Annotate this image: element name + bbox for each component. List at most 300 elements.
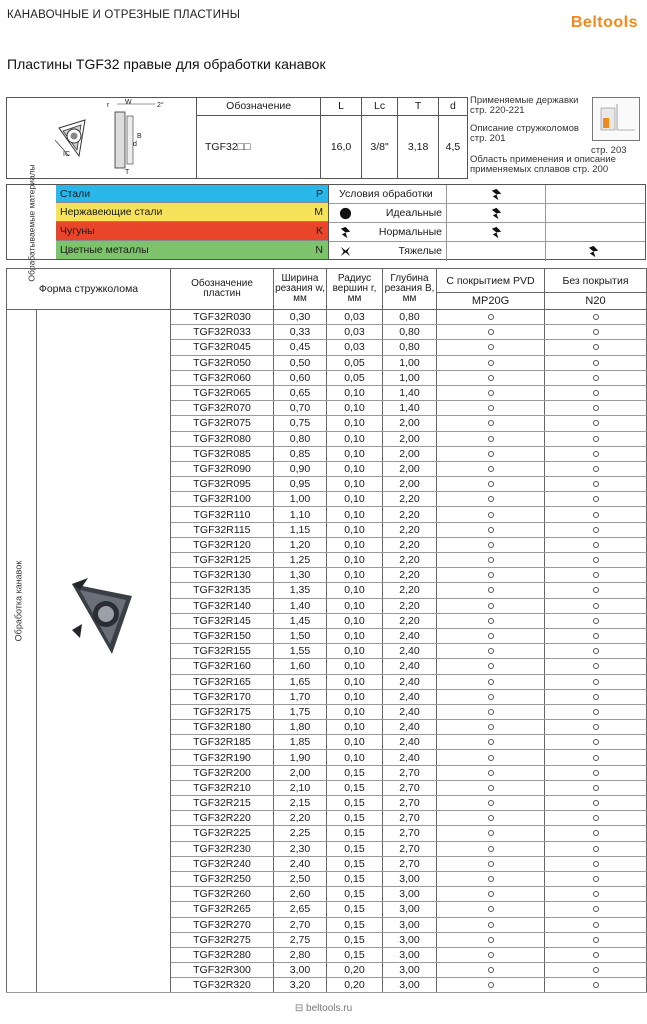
width-cell: 1,55 — [274, 644, 327, 659]
availability-circle-icon — [593, 739, 599, 745]
mp20g-availability — [437, 720, 545, 735]
availability-circle-icon — [488, 496, 494, 502]
mp20g-availability — [437, 841, 545, 856]
n20-availability — [545, 841, 647, 856]
n20-availability — [545, 492, 647, 507]
designation-cell: TGF32R220 — [171, 811, 274, 826]
depth-cell: 0,80 — [383, 325, 437, 340]
depth-cell: 2,40 — [383, 750, 437, 765]
width-cell: 1,60 — [274, 659, 327, 674]
depth-cell: 1,00 — [383, 370, 437, 385]
col-nocoat: Без покрытия — [545, 269, 647, 293]
mp20g-availability — [437, 446, 545, 461]
availability-circle-icon — [593, 527, 599, 533]
availability-circle-icon — [488, 679, 494, 685]
radius-cell: 0,10 — [327, 537, 383, 552]
radius-cell: 0,15 — [327, 765, 383, 780]
depth-cell: 2,20 — [383, 492, 437, 507]
availability-circle-icon — [488, 724, 494, 730]
availability-circle-icon — [593, 770, 599, 776]
availability-circle-icon — [488, 360, 494, 366]
depth-cell: 2,40 — [383, 644, 437, 659]
mp20g-availability — [437, 963, 545, 978]
n20-availability — [545, 856, 647, 871]
availability-circle-icon — [593, 906, 599, 912]
width-cell: 1,25 — [274, 553, 327, 568]
radius-cell: 0,10 — [327, 720, 383, 735]
availability-circle-icon — [593, 967, 599, 973]
radius-cell: 0,10 — [327, 628, 383, 643]
conditions-header: Условия обработки — [329, 185, 645, 204]
footer-site: ⊟ beltools.ru — [294, 1003, 353, 1014]
material-cast-iron: Чугуны K — [56, 222, 328, 241]
drawing-label-r: r — [107, 102, 110, 109]
availability-circle-icon — [488, 390, 494, 396]
spec-col-l: L — [321, 98, 362, 115]
drawing-label-2deg: 2° — [157, 102, 164, 109]
depth-cell: 3,00 — [383, 917, 437, 932]
mp20g-availability — [437, 659, 545, 674]
width-cell: 1,70 — [274, 689, 327, 704]
n20-availability — [545, 796, 647, 811]
width-cell: 2,00 — [274, 765, 327, 780]
depth-cell: 3,00 — [383, 963, 437, 978]
depth-cell: 2,20 — [383, 507, 437, 522]
designation-cell: TGF32R065 — [171, 385, 274, 400]
availability-circle-icon — [593, 466, 599, 472]
mp20g-availability — [437, 811, 545, 826]
depth-cell: 2,70 — [383, 826, 437, 841]
radius-cell: 0,03 — [327, 340, 383, 355]
designation-cell: TGF32R165 — [171, 674, 274, 689]
mp20g-availability — [437, 796, 545, 811]
mp20g-availability — [437, 887, 545, 902]
width-cell: 2,10 — [274, 780, 327, 795]
condition-heavy: Тяжелые — [329, 242, 645, 261]
width-cell: 0,60 — [274, 370, 327, 385]
col-grade-n20: N20 — [545, 293, 647, 310]
spec-val-d: 4,5 — [438, 115, 467, 178]
designation-cell: TGF32R033 — [171, 325, 274, 340]
radius-cell: 0,10 — [327, 644, 383, 659]
mp20g-availability — [437, 674, 545, 689]
width-cell: 0,45 — [274, 340, 327, 355]
normal-condition-icon — [339, 226, 352, 239]
designation-cell: TGF32R110 — [171, 507, 274, 522]
spec-col-lc: Lc — [361, 98, 398, 115]
n20-availability — [545, 659, 647, 674]
depth-cell: 1,40 — [383, 385, 437, 400]
spec-val-lc: 3/8" — [361, 115, 398, 178]
availability-circle-icon — [488, 557, 494, 563]
availability-circle-icon — [593, 314, 599, 320]
width-cell: 3,20 — [274, 978, 327, 993]
width-cell: 1,20 — [274, 537, 327, 552]
availability-circle-icon — [593, 694, 599, 700]
n20-availability — [545, 750, 647, 765]
availability-circle-icon — [488, 815, 494, 821]
depth-cell: 2,40 — [383, 735, 437, 750]
col-depth: Глубина резания B, мм — [383, 269, 437, 310]
availability-circle-icon — [593, 451, 599, 457]
availability-circle-icon — [488, 952, 494, 958]
depth-cell: 3,00 — [383, 902, 437, 917]
depth-cell: 2,00 — [383, 416, 437, 431]
depth-cell: 2,20 — [383, 568, 437, 583]
availability-circle-icon — [593, 876, 599, 882]
radius-cell: 0,20 — [327, 963, 383, 978]
depth-cell: 2,40 — [383, 674, 437, 689]
n20-availability — [545, 325, 647, 340]
mp20g-availability — [437, 978, 545, 993]
n20-availability — [545, 583, 647, 598]
availability-circle-icon — [488, 937, 494, 943]
radius-cell: 0,15 — [327, 796, 383, 811]
depth-cell: 2,70 — [383, 796, 437, 811]
availability-circle-icon — [488, 314, 494, 320]
cart-icon: ⊟ — [294, 1003, 304, 1014]
depth-cell: 2,70 — [383, 780, 437, 795]
n20-availability — [545, 340, 647, 355]
mp20g-availability — [437, 461, 545, 476]
availability-circle-icon — [593, 587, 599, 593]
drawing-label-b: B — [137, 133, 142, 140]
width-cell: 1,45 — [274, 613, 327, 628]
designation-cell: TGF32R190 — [171, 750, 274, 765]
width-cell: 0,70 — [274, 401, 327, 416]
conditions-table — [328, 184, 646, 260]
availability-circle-icon — [593, 648, 599, 654]
designation-cell: TGF32R120 — [171, 537, 274, 552]
availability-circle-icon — [593, 633, 599, 639]
availability-circle-icon — [488, 755, 494, 761]
width-cell: 1,85 — [274, 735, 327, 750]
heavy-condition-icon — [339, 245, 352, 258]
radius-cell: 0,10 — [327, 416, 383, 431]
availability-circle-icon — [593, 663, 599, 669]
designation-cell: TGF32R075 — [171, 416, 274, 431]
width-cell: 0,65 — [274, 385, 327, 400]
radius-cell: 0,10 — [327, 461, 383, 476]
availability-circle-icon — [593, 512, 599, 518]
designation-cell: TGF32R200 — [171, 765, 274, 780]
mp20g-availability — [437, 826, 545, 841]
note-page-ref: стр. 203 — [591, 145, 627, 156]
availability-circle-icon — [593, 937, 599, 943]
availability-circle-icon — [593, 572, 599, 578]
width-cell: 0,75 — [274, 416, 327, 431]
mp20g-availability — [437, 902, 545, 917]
note-alloys: Область применения и описание применяемых сплавов стр. 200 — [470, 154, 616, 175]
mp20g-availability — [437, 537, 545, 552]
width-cell: 2,60 — [274, 887, 327, 902]
col-pvd: С покрытием PVD — [437, 269, 545, 293]
n20-availability — [545, 826, 647, 841]
depth-cell: 2,00 — [383, 446, 437, 461]
availability-circle-icon — [593, 420, 599, 426]
width-cell: 0,95 — [274, 477, 327, 492]
mp20g-availability — [437, 613, 545, 628]
depth-cell: 2,70 — [383, 765, 437, 780]
depth-cell: 3,00 — [383, 887, 437, 902]
mp20g-availability — [437, 416, 545, 431]
availability-circle-icon — [488, 922, 494, 928]
availability-circle-icon — [488, 603, 494, 609]
mp20g-availability — [437, 355, 545, 370]
drawing-label-t: T — [125, 169, 130, 176]
mp20g-availability — [437, 780, 545, 795]
n20-availability — [545, 507, 647, 522]
designation-cell: TGF32R210 — [171, 780, 274, 795]
depth-cell: 2,40 — [383, 659, 437, 674]
radius-cell: 0,15 — [327, 841, 383, 856]
width-cell: 1,30 — [274, 568, 327, 583]
radius-cell: 0,20 — [327, 978, 383, 993]
availability-circle-icon — [593, 830, 599, 836]
width-cell: 2,50 — [274, 871, 327, 886]
availability-circle-icon — [488, 876, 494, 882]
width-cell: 1,65 — [274, 674, 327, 689]
designation-cell: TGF32R265 — [171, 902, 274, 917]
width-cell: 2,15 — [274, 796, 327, 811]
mp20g-availability — [437, 568, 545, 583]
mp20g-availability — [437, 340, 545, 355]
radius-cell: 0,10 — [327, 735, 383, 750]
availability-circle-icon — [488, 542, 494, 548]
side-label-cell — [7, 310, 37, 993]
availability-circle-icon — [593, 496, 599, 502]
width-cell: 2,30 — [274, 841, 327, 856]
radius-cell: 0,10 — [327, 598, 383, 613]
depth-cell: 1,40 — [383, 401, 437, 416]
mp20g-availability — [437, 310, 545, 325]
drawing-label-ic: IC — [63, 151, 70, 158]
availability-circle-icon — [488, 451, 494, 457]
radius-cell: 0,10 — [327, 674, 383, 689]
designation-cell: TGF32R160 — [171, 659, 274, 674]
radius-cell: 0,03 — [327, 310, 383, 325]
radius-cell: 0,15 — [327, 826, 383, 841]
mp20g-availability — [437, 628, 545, 643]
drawing-label-d: d — [133, 141, 137, 148]
radius-cell: 0,10 — [327, 431, 383, 446]
availability-circle-icon — [488, 648, 494, 654]
depth-cell: 3,00 — [383, 947, 437, 962]
radius-cell: 0,15 — [327, 947, 383, 962]
depth-cell: 2,40 — [383, 720, 437, 735]
designation-cell: TGF32R085 — [171, 446, 274, 461]
width-cell: 3,00 — [274, 963, 327, 978]
availability-circle-icon — [488, 891, 494, 897]
n20-availability — [545, 553, 647, 568]
width-cell: 0,80 — [274, 431, 327, 446]
availability-circle-icon — [488, 709, 494, 715]
depth-cell: 0,80 — [383, 310, 437, 325]
availability-circle-icon — [488, 527, 494, 533]
mp20g-availability — [437, 932, 545, 947]
depth-cell: 2,70 — [383, 841, 437, 856]
mp20g-availability — [437, 401, 545, 416]
designation-cell: TGF32R155 — [171, 644, 274, 659]
n20-availability — [545, 416, 647, 431]
n20-availability — [545, 902, 647, 917]
spec-values — [197, 98, 467, 178]
width-cell: 0,33 — [274, 325, 327, 340]
mp20g-availability — [437, 492, 545, 507]
depth-cell: 2,40 — [383, 689, 437, 704]
depth-cell: 3,00 — [383, 871, 437, 886]
designation-cell: TGF32R125 — [171, 553, 274, 568]
n20-availability — [545, 978, 647, 993]
radius-cell: 0,15 — [327, 887, 383, 902]
col-radius: Радиус вершин r, мм — [327, 269, 383, 310]
radius-cell: 0,10 — [327, 492, 383, 507]
radius-cell: 0,10 — [327, 659, 383, 674]
radius-cell: 0,10 — [327, 385, 383, 400]
n20-availability — [545, 431, 647, 446]
width-cell: 2,75 — [274, 932, 327, 947]
n20-availability — [545, 370, 647, 385]
drawing-label-w: W — [125, 99, 132, 106]
radius-cell: 0,05 — [327, 355, 383, 370]
availability-circle-icon — [488, 344, 494, 350]
spec-col-designation: Обозначение — [197, 98, 321, 115]
availability-circle-icon — [593, 922, 599, 928]
n20-availability — [545, 522, 647, 537]
availability-circle-icon — [593, 724, 599, 730]
spec-col-d: d — [438, 98, 467, 115]
brand-logo: Beltools — [570, 14, 638, 31]
radius-cell: 0,10 — [327, 750, 383, 765]
width-cell: 1,15 — [274, 522, 327, 537]
availability-circle-icon — [593, 405, 599, 411]
designation-cell: TGF32R050 — [171, 355, 274, 370]
designation-cell: TGF32R280 — [171, 947, 274, 962]
designation-cell: TGF32R225 — [171, 826, 274, 841]
availability-circle-icon — [488, 481, 494, 487]
availability-circle-icon — [593, 618, 599, 624]
n20-availability — [545, 613, 647, 628]
condition-ideal: Идеальные — [329, 204, 645, 223]
n20-availability — [545, 628, 647, 643]
availability-circle-icon — [593, 542, 599, 548]
width-cell: 1,35 — [274, 583, 327, 598]
designation-cell: TGF32R090 — [171, 461, 274, 476]
availability-circle-icon — [593, 390, 599, 396]
width-cell: 0,90 — [274, 461, 327, 476]
depth-cell: 2,00 — [383, 477, 437, 492]
radius-cell: 0,10 — [327, 568, 383, 583]
n20-availability — [545, 887, 647, 902]
n20-availability — [545, 704, 647, 719]
depth-cell: 2,00 — [383, 461, 437, 476]
designation-cell: TGF32R300 — [171, 963, 274, 978]
n20-availability — [545, 811, 647, 826]
availability-circle-icon — [593, 982, 599, 988]
radius-cell: 0,15 — [327, 871, 383, 886]
width-cell: 1,40 — [274, 598, 327, 613]
availability-circle-icon — [488, 800, 494, 806]
note-holders: Применяемые державки стр. 220-221 — [470, 95, 579, 116]
mp20g-availability — [437, 431, 545, 446]
n20-availability — [545, 310, 647, 325]
mp20g-availability — [437, 917, 545, 932]
mp20g-availability — [437, 553, 545, 568]
mp20g-availability — [437, 765, 545, 780]
designation-cell: TGF32R250 — [171, 871, 274, 886]
n20-availability — [545, 537, 647, 552]
n20-availability — [545, 963, 647, 978]
depth-cell: 2,20 — [383, 598, 437, 613]
designation-cell: TGF32R230 — [171, 841, 274, 856]
width-cell: 1,90 — [274, 750, 327, 765]
availability-circle-icon — [593, 891, 599, 897]
availability-circle-icon — [593, 344, 599, 350]
availability-circle-icon — [488, 785, 494, 791]
designation-cell: TGF32R095 — [171, 477, 274, 492]
radius-cell: 0,10 — [327, 507, 383, 522]
material-stainless: Нержавеющие стали M — [56, 203, 328, 222]
designation-cell: TGF32R070 — [171, 401, 274, 416]
mp20g-availability — [437, 750, 545, 765]
material-steel: Стали P — [56, 184, 328, 203]
designation-cell: TGF32R175 — [171, 704, 274, 719]
mp20g-availability — [437, 325, 545, 340]
mp20g-availability — [437, 583, 545, 598]
designation-cell: TGF32R140 — [171, 598, 274, 613]
n20-availability — [545, 735, 647, 750]
availability-circle-icon — [593, 755, 599, 761]
n20-availability — [545, 446, 647, 461]
section-header: КАНАВОЧНЫЕ И ОТРЕЗНЫЕ ПЛАСТИНЫ — [7, 9, 241, 21]
availability-circle-icon — [593, 800, 599, 806]
n20-availability — [545, 477, 647, 492]
width-cell: 2,20 — [274, 811, 327, 826]
width-cell: 0,50 — [274, 355, 327, 370]
radius-cell: 0,15 — [327, 811, 383, 826]
availability-circle-icon — [488, 375, 494, 381]
spec-val-l: 16,0 — [321, 115, 362, 178]
depth-cell: 2,70 — [383, 811, 437, 826]
n20-availability — [545, 385, 647, 400]
note-chipbreakers: Описание стружколомов стр. 201 — [470, 123, 579, 144]
mp20g-availability — [437, 856, 545, 871]
radius-cell: 0,15 — [327, 780, 383, 795]
depth-cell: 3,00 — [383, 978, 437, 993]
designation-cell: TGF32R215 — [171, 796, 274, 811]
depth-cell: 3,00 — [383, 932, 437, 947]
availability-circle-icon — [488, 967, 494, 973]
n20-availability — [545, 598, 647, 613]
designation-cell: TGF32R270 — [171, 917, 274, 932]
availability-circle-icon — [488, 633, 494, 639]
n20-availability — [545, 689, 647, 704]
availability-circle-icon — [593, 360, 599, 366]
availability-circle-icon — [593, 481, 599, 487]
n20-availability — [545, 947, 647, 962]
radius-cell: 0,03 — [327, 325, 383, 340]
availability-circle-icon — [593, 952, 599, 958]
radius-cell: 0,10 — [327, 613, 383, 628]
radius-cell: 0,10 — [327, 583, 383, 598]
width-cell: 2,80 — [274, 947, 327, 962]
radius-cell: 0,10 — [327, 401, 383, 416]
availability-circle-icon — [488, 663, 494, 669]
n20-availability — [545, 401, 647, 416]
mp20g-availability — [437, 507, 545, 522]
condition-normal: Нормальные — [329, 223, 645, 242]
availability-circle-icon — [488, 618, 494, 624]
